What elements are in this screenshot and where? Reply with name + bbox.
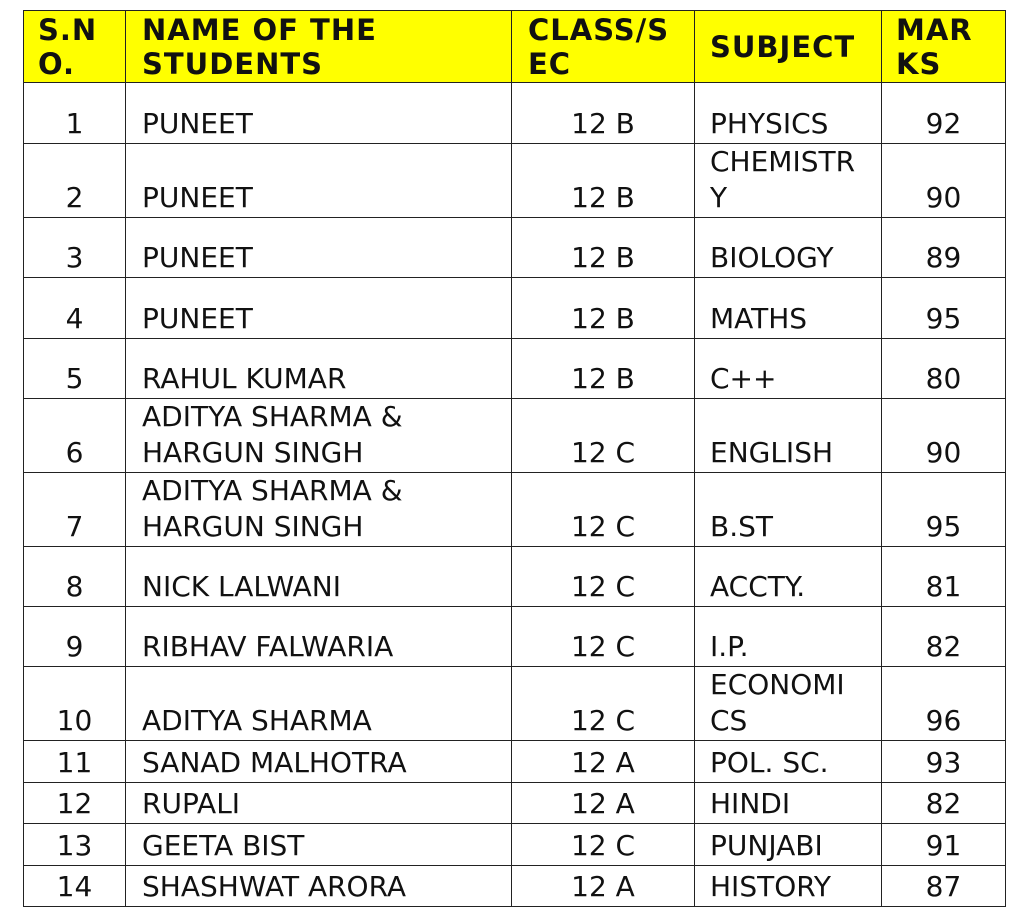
cell-marks: 93: [882, 741, 1006, 783]
header-marks-label: MAR KS: [896, 12, 973, 81]
cell-subject: PHYSICS: [695, 83, 882, 144]
header-sno: [24, 11, 126, 83]
cell-class-sec: 12 B: [512, 83, 695, 144]
cell-name: ADITYA SHARMA & HARGUN SINGH: [126, 473, 512, 547]
cell-subject: CHEMISTR Y: [695, 144, 882, 218]
cell-marks: 96: [882, 667, 1006, 741]
cell-marks: 92: [882, 83, 1006, 144]
cell-name: SANAD MALHOTRA: [126, 741, 512, 783]
cell-class-sec: 12 C: [512, 607, 695, 667]
cell-name: GEETA BIST: [126, 824, 512, 866]
cell-name: ADITYA SHARMA: [126, 667, 512, 741]
table-row: [24, 399, 1006, 473]
cell-subject: BIOLOGY: [695, 218, 882, 278]
cell-marks: 80: [882, 339, 1006, 399]
cell-marks: 81: [882, 547, 1006, 607]
cell-marks: 95: [882, 473, 1006, 547]
cell-subject: I.P.: [695, 607, 882, 667]
cell-subject: MATHS: [695, 278, 882, 339]
cell-class-sec: 12 A: [512, 866, 695, 907]
cell-name: PUNEET: [126, 83, 512, 144]
cell-subject: PUNJABI: [695, 824, 882, 866]
cell-class-sec: 12 C: [512, 667, 695, 741]
cell-subject: C++: [695, 339, 882, 399]
cell-marks: 82: [882, 783, 1006, 824]
table-row: [24, 83, 1006, 144]
cell-name: RIBHAV FALWARIA: [126, 607, 512, 667]
cell-class-sec: 12 C: [512, 473, 695, 547]
cell-sno: 13: [24, 824, 126, 866]
table-row: [24, 667, 1006, 741]
cell-sno: 1: [24, 83, 126, 144]
cell-sno: 3: [24, 218, 126, 278]
cell-subject: HINDI: [695, 783, 882, 824]
cell-name: ADITYA SHARMA & HARGUN SINGH: [126, 399, 512, 473]
cell-class-sec: 12 A: [512, 741, 695, 783]
cell-class-sec: 12 C: [512, 824, 695, 866]
cell-sno: 8: [24, 547, 126, 607]
cell-name: PUNEET: [126, 278, 512, 339]
cell-sno: 2: [24, 144, 126, 218]
header-row: [24, 11, 1006, 83]
cell-name: NICK LALWANI: [126, 547, 512, 607]
cell-sno: 14: [24, 866, 126, 907]
cell-marks: 87: [882, 866, 1006, 907]
cell-subject: POL. SC.: [695, 741, 882, 783]
table-row: [24, 339, 1006, 399]
header-class-sec-label: CLASS/S EC: [528, 12, 670, 81]
header-subject-label: SUBJECT: [710, 29, 856, 64]
table-row: [24, 866, 1006, 907]
cell-class-sec: 12 B: [512, 218, 695, 278]
student-marks-table: [23, 10, 1006, 907]
cell-subject: HISTORY: [695, 866, 882, 907]
cell-class-sec: 12 A: [512, 783, 695, 824]
table-row: [24, 218, 1006, 278]
cell-subject: ECONOMI CS: [695, 667, 882, 741]
cell-sno: 11: [24, 741, 126, 783]
cell-name: PUNEET: [126, 144, 512, 218]
header-name: [126, 11, 512, 83]
table-row: [24, 144, 1006, 218]
cell-subject: B.ST: [695, 473, 882, 547]
table-row: [24, 741, 1006, 783]
header-subject: [695, 11, 882, 83]
cell-name: PUNEET: [126, 218, 512, 278]
cell-name: SHASHWAT ARORA: [126, 866, 512, 907]
cell-marks: 89: [882, 218, 1006, 278]
cell-class-sec: 12 C: [512, 547, 695, 607]
cell-sno: 4: [24, 278, 126, 339]
cell-marks: 90: [882, 144, 1006, 218]
table-row: [24, 473, 1006, 547]
cell-class-sec: 12 B: [512, 278, 695, 339]
header-sno-label: S.N O.: [38, 12, 98, 81]
table-row: [24, 278, 1006, 339]
table-row: [24, 783, 1006, 824]
cell-name: RAHUL KUMAR: [126, 339, 512, 399]
table-row: [24, 607, 1006, 667]
cell-sno: 9: [24, 607, 126, 667]
cell-class-sec: 12 B: [512, 339, 695, 399]
cell-sno: 6: [24, 399, 126, 473]
cell-name: RUPALI: [126, 783, 512, 824]
cell-sno: 5: [24, 339, 126, 399]
cell-marks: 95: [882, 278, 1006, 339]
header-class-sec: [512, 11, 695, 83]
cell-marks: 90: [882, 399, 1006, 473]
table-row: [24, 547, 1006, 607]
cell-subject: ACCTY.: [695, 547, 882, 607]
cell-class-sec: 12 C: [512, 399, 695, 473]
cell-sno: 10: [24, 667, 126, 741]
table-row: [24, 824, 1006, 866]
cell-marks: 82: [882, 607, 1006, 667]
cell-sno: 12: [24, 783, 126, 824]
cell-class-sec: 12 B: [512, 144, 695, 218]
cell-subject: ENGLISH: [695, 399, 882, 473]
header-marks: [882, 11, 1006, 83]
header-name-label: NAME OF THE STUDENTS: [142, 12, 377, 81]
cell-marks: 91: [882, 824, 1006, 866]
cell-sno: 7: [24, 473, 126, 547]
